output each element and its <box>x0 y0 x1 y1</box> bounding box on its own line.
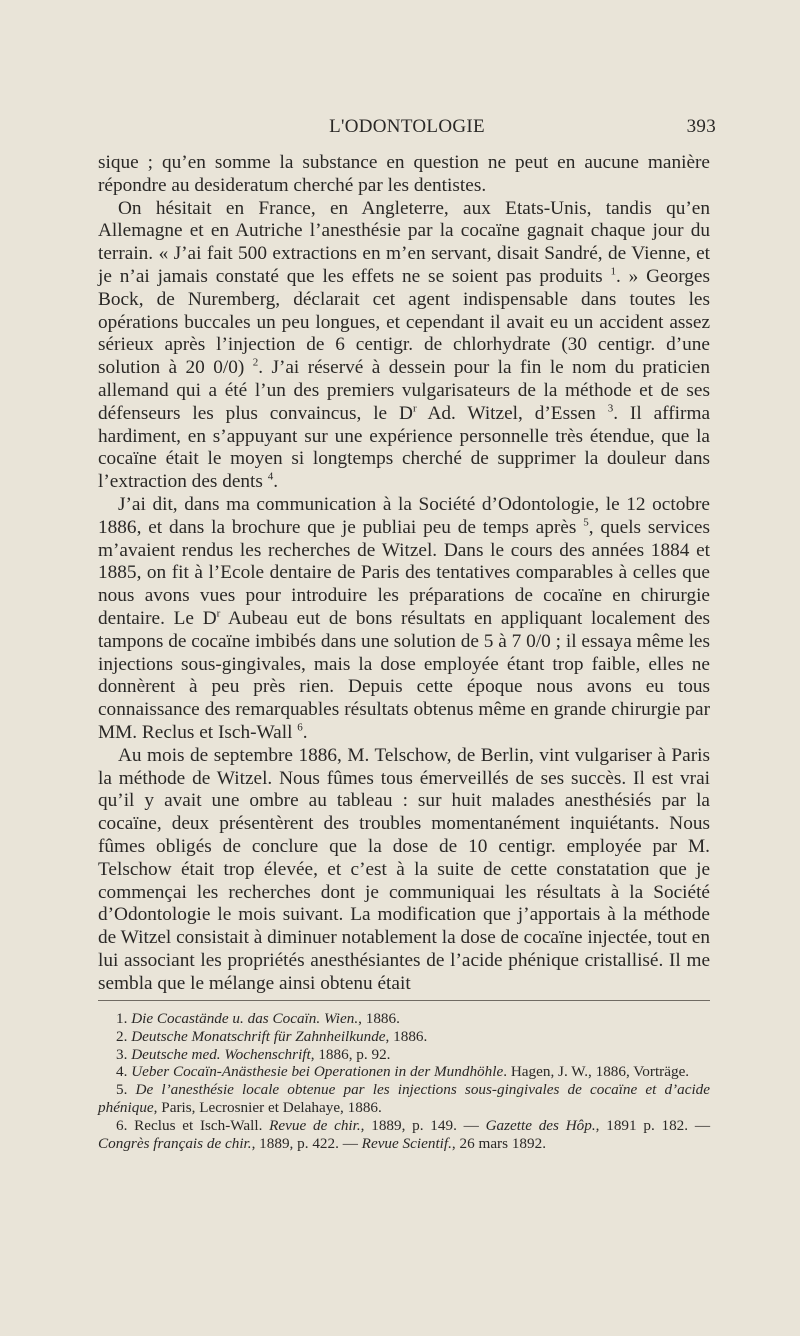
footnote <box>98 1046 710 1064</box>
running-title: L'ODONTOLOGIE <box>329 116 485 137</box>
text-run: . <box>273 471 279 493</box>
paragraph <box>98 494 710 745</box>
footnote <box>98 1063 710 1081</box>
footnote <box>98 1081 710 1117</box>
footnote-title: Deutsche Monatschrift für Zahnheilkunde <box>131 1027 386 1045</box>
page-number: 393 <box>686 116 716 137</box>
footnote-text: , 1889, p. 149. — <box>360 1116 486 1134</box>
footnote-text: , 1886, p. 92. <box>310 1045 391 1063</box>
footnote-text: , 26 mars 1892. <box>451 1134 546 1152</box>
footnote-text: , 1886. <box>385 1027 428 1045</box>
footnote-text: , 1886. <box>358 1010 400 1027</box>
footnote-title: Congrès français de chir. <box>98 1134 252 1152</box>
footnote-number: 5. <box>116 1081 136 1099</box>
footnote-rule <box>98 1000 710 1001</box>
text-run: J’ai dit, dans ma communication à la Société d’Odontologie, le 12 octobre 1886, et dans la brochure que je publiai peu de temps après <box>98 493 710 538</box>
footnote-number: 3. <box>116 1045 132 1063</box>
text-run: On hésitait en France, en Angleterre, aux Etats-Unis, tandis qu’en Allemagne et en Autriche l’anesthésie par la cocaïne gagnait chaque jour du terrain. « J’ai fait 500 extractions en m’en servant, disait Sandré, de Vienne, et je n’ai jamais constaté que les effets ne se soient pas produits <box>98 197 710 287</box>
title-abbrev: r <box>216 607 221 620</box>
footnote-number: 1. <box>116 1010 132 1027</box>
footnotes <box>98 1010 710 1152</box>
footnote-title: Gazette des Hôp. <box>485 1116 596 1134</box>
footnote-title: Die Cocastände u. das Cocaïn. Wien. <box>131 1010 359 1027</box>
footnote-ref: 3 <box>607 402 614 415</box>
footnote <box>98 1028 710 1046</box>
footnote-number: 4. <box>116 1063 132 1081</box>
text-run: Au mois de septembre 1886, M. Telschow, de Berlin, vint vulgariser à Paris la méthode de Witzel. Nous fûmes tous émerveillés de ses succès. Il est vrai qu’il y avait une ombre au tableau : sur huit malades anesthésiés par la cocaïne, deux présentèrent des troubles momentanément inquiétants. Nous fûmes obligés de conclure que la dose de 10 centigr. employée par M. Telschow était trop élevée, et c’est à la suite de cette constatation que je commençai les recherches dont je communiquai les résultats à la Société d’Odontologie le mois suivant. La modification que j’apportais à la méthode de Witzel consistait à diminuer notablement la dose de cocaïne injectée, tout en lui associant les propriétés anesthésiantes de l’acide phénique cristallisé. Il me sembla que le mélange ainsi obtenu était <box>98 744 710 994</box>
text-run: Ad. Witzel, d’Essen <box>416 402 608 424</box>
footnote <box>98 1010 710 1028</box>
footnote-ref: 4 <box>267 470 274 483</box>
text-run: . Il affirma hardiment, en s’appuyant sur une expérience personnelle très étendue, que la cocaïne était le moyen si longtemps cherché de supprimer la douleur dans l’extraction des dents <box>98 402 710 493</box>
footnote-ref: 5 <box>583 516 589 529</box>
footnote-title: De l’anesthésie locale obtenue par les injections sous-gingivales de cocaïne et d’acide phénique <box>98 1081 710 1116</box>
footnote-number: 2. <box>116 1027 132 1045</box>
footnote-ref: 1 <box>610 265 616 278</box>
footnote-title: Ueber Cocaïn-Anästhesie bei Operationen in der Mundhöhle <box>131 1063 504 1081</box>
text-run: sique ; qu’en somme la substance en question ne peut en aucune manière répondre au desideratum cherché par les dentistes. <box>98 152 710 196</box>
footnote-ref: 2 <box>252 356 259 369</box>
text-run: , quels services m’avaient rendus les recherches de Witzel. Dans le cours des années 1884 et 1885, on fit à l’Ecole dentaire de Paris des tentatives comparables à celles que nous avons vues pour introduire les préparations de cocaïne en chirurgie dentaire. Le D <box>98 516 710 629</box>
text-run: . <box>302 721 308 743</box>
paragraph <box>98 152 710 198</box>
footnote-text: 6. Reclus et Isch-Wall. <box>116 1116 270 1134</box>
text-run: Aubeau eut de bons résultats en appliquant localement des tampons de cocaïne imbibés dans une solution de 5 à 7 0/0 ; il essaya même les injections sous-gingivales, mais la dose employée étant trop faible, elles ne donnèrent à peu près rien. Depuis cette époque nous avons eu tous connaissance des remarquables résultats obtenus même en grande chirurgie par MM. Reclus et Isch-Wall <box>98 607 711 743</box>
footnote-text: , 1891 p. 182. — <box>595 1116 711 1134</box>
paragraph <box>98 745 710 996</box>
footnote-text: , Paris, Lecrosnier et Delahaye, 1886. <box>153 1098 382 1116</box>
text-run: . J’ai réservé à dessein pour la fin le nom du praticien allemand qui a été l’un des premiers vulgarisateurs de la méthode et de ses défenseurs les plus convaincus, le D <box>98 357 710 424</box>
title-abbrev: r <box>412 402 417 415</box>
main-text <box>98 152 710 995</box>
text-run: . » Georges Bock, de Nuremberg, déclarait cet agent indispensable dans toutes les opérations buccales un peu longues, et cependant il avait eu un accident assez sérieux après l’injection de 6 centigr. de chlorhydrate (30 centigr. d’une solution à 20 0/0) <box>98 265 710 379</box>
footnote-text: . Hagen, J. W., 1886, Vorträge. <box>503 1063 690 1081</box>
footnote-title: Revue Scientif. <box>361 1134 452 1152</box>
footnote-title: Deutsche med. Wochenschrift <box>131 1045 311 1063</box>
footnote-text: , 1889, p. 422. — <box>251 1134 362 1152</box>
paragraph <box>98 198 710 494</box>
footnote-ref: 6 <box>297 721 303 734</box>
footnote-title: Revue de chir. <box>269 1116 361 1134</box>
footnote <box>98 1117 710 1153</box>
